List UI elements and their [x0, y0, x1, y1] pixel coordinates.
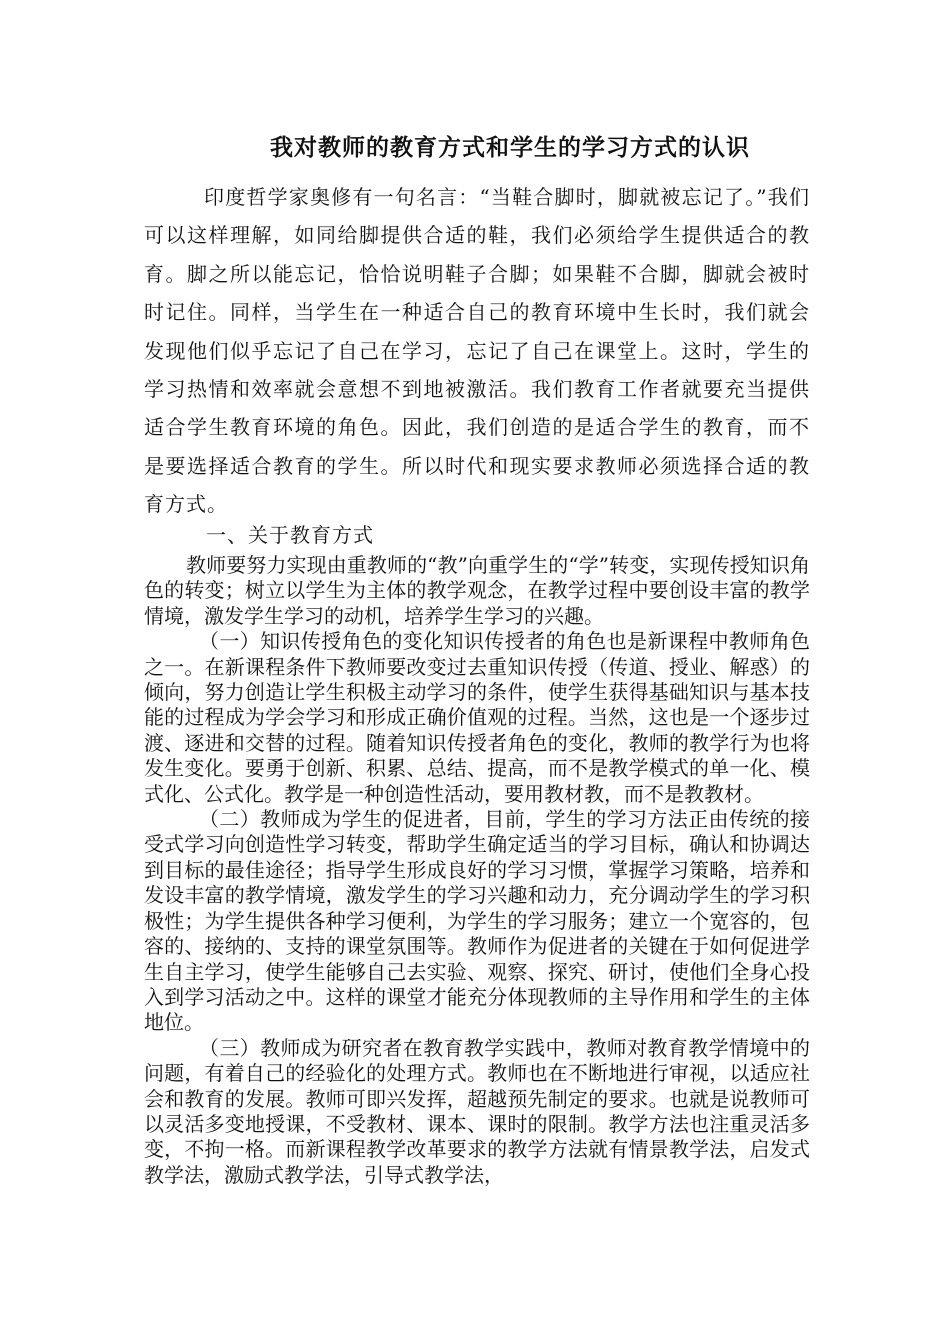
body-paragraph: （一）知识传授角色的变化知识传授者的角色也是新课程中教师角色之一。在新课程条件下教师要改变过去重知识传授（传道、授业、解惑）的倾向，努力创造让学生积极主动学习的条件，使学生获得基础知识与基本技能的过程成为学会学习和形成正确价值观的过程。当然，这也是一个逐步过渡、逐进和交替的过程。随着知识传授者角色的变化，教师的教学行为也将发生变化。要勇于创新、积累、总结、提高，而不是教学模式的单一化、模式化、公式化。教学是一种创造性活动，要用教材教，而不是教教材。: [144, 629, 810, 806]
section-heading: 一、关于教育方式: [206, 523, 374, 547]
body-paragraph: 教师要努力实现由重教师的“教”向重学生的“学”转变，实现传授知识角色的转变；树立以学生为主体的教学观念，在教学过程中要创设丰富的教学情境，激发学生学习的动机，培养学生学习的兴趣。: [144, 553, 810, 628]
intro-paragraph: 印度哲学家奥修有一句名言：“当鞋合脚时，脚就被忘记了。”我们可以这样理解，如同给脚提供合适的鞋，我们必须给学生提供适合的教育。脚之所以能忘记，恰恰说明鞋子合脚；如果鞋不合脚，脚就会被时时记住。同样，当学生在一种适合自己的教育环境中生长时，我们就会发现他们似乎忘记了自己在学习，忘记了自己在课堂上。这时，学生的学习热情和效率就会意想不到地被激活。我们教育工作者就要充当提供适合学生教育环境的角色。因此，我们创造的是适合学生的教育，而不是要选择适合教育的学生。所以时代和现实要求教师必须选择合适的教育方式。: [144, 185, 810, 517]
section-body: [144, 553, 810, 1188]
document-title: 我对教师的教育方式和学生的学习方式的认识: [270, 134, 750, 161]
body-paragraph: （二）教师成为学生的促进者，目前，学生的学习方法正由传统的接受式学习向创造性学习转变，帮助学生确定适当的学习目标，确认和协调达到目标的最佳途径；指导学生形成良好的学习习惯，掌握学习策略，培养和发设丰富的教学情境，激发学生的学习兴趣和动力，充分调动学生的学习积极性；为学生提供各种学习便利，为学生的学习服务；建立一个宽容的，包容的、接纳的、支持的课堂氛围等。教师作为促进者的关键在于如何促进学生自主学习，使学生能够自己去实验、观察、探究、研讨，使他们全身心投入到学习活动之中。这样的课堂才能充分体现教师的主导作用和学生的主体地位。: [144, 807, 810, 1035]
body-paragraph: （三）教师成为研究者在教育教学实践中，教师对教育教学情境中的问题，有着自己的经验化的处理方式。教师也在不断地进行审视，以适应社会和教育的发展。教师可即兴发挥，超越预先制定的要求。也就是说教师可以灵活多变地授课，不受教材、课本、课时的限制。教学方法也注重灵活多变，不拘一格。而新课程教学改革要求的教学方法就有情景教学法，启发式教学法，激励式教学法，引导式教学法，: [144, 1035, 810, 1187]
